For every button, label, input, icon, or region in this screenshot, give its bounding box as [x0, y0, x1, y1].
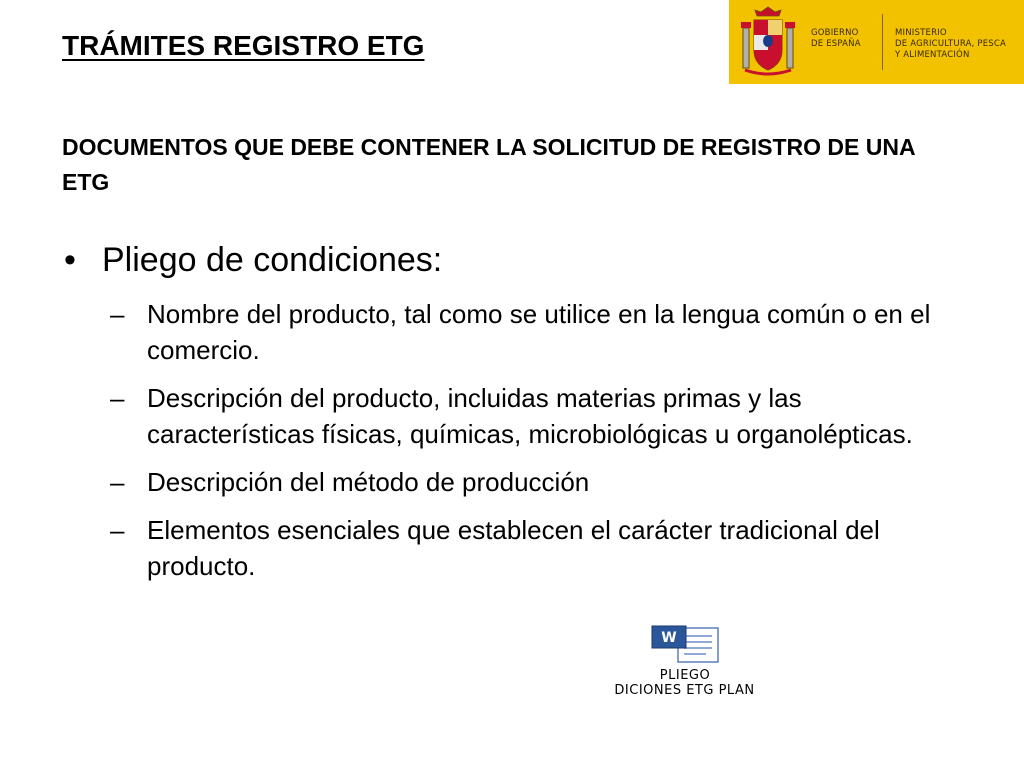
dash-marker: – — [110, 467, 125, 497]
list-item-text: Nombre del producto, tal como se utilice en la lengua común o en el comercio. — [147, 299, 931, 365]
requirements-list — [110, 296, 940, 596]
list-item-text: Descripción del producto, incluidas materias primas y las características físicas, químicas, microbiológicas u organolépticas. — [147, 383, 913, 449]
attachment-label[interactable] — [560, 668, 810, 698]
main-bullet — [64, 238, 442, 282]
bullet-marker: • — [64, 241, 76, 279]
slide-title: TRÁMITES REGISTRO ETG — [62, 30, 425, 61]
list-item — [110, 296, 940, 368]
gobierno-text: GOBIERNO DE ESPAÑA — [811, 28, 861, 49]
dash-marker: – — [110, 515, 125, 545]
dash-marker: – — [110, 383, 125, 413]
coat-of-arms-icon — [739, 6, 797, 78]
slide-subtitle: DOCUMENTOS QUE DEBE CONTENER LA SOLICITUD DE REGISTRO DE UNA ETG — [62, 134, 915, 195]
main-bullet-text: Pliego de condiciones: — [102, 241, 443, 279]
dash-marker: – — [110, 299, 125, 329]
logo-divider — [882, 14, 883, 70]
word-document-icon[interactable] — [648, 622, 724, 666]
svg-text:W: W — [661, 630, 677, 646]
list-item-text: Elementos esenciales que establecen el carácter tradicional del producto. — [147, 515, 880, 581]
attachment-label-line1: PLIEGO — [659, 668, 711, 683]
list-item — [110, 464, 940, 500]
attachment-label-line2: DICIONES ETG PLAN — [614, 683, 755, 698]
government-logo — [729, 0, 1024, 84]
list-item — [110, 380, 940, 452]
ministerio-text: MINISTERIO DE AGRICULTURA, PESCA Y ALIMENTACIÓN — [895, 28, 1007, 60]
list-item-text: Descripción del método de producción — [147, 467, 590, 497]
list-item — [110, 512, 940, 584]
